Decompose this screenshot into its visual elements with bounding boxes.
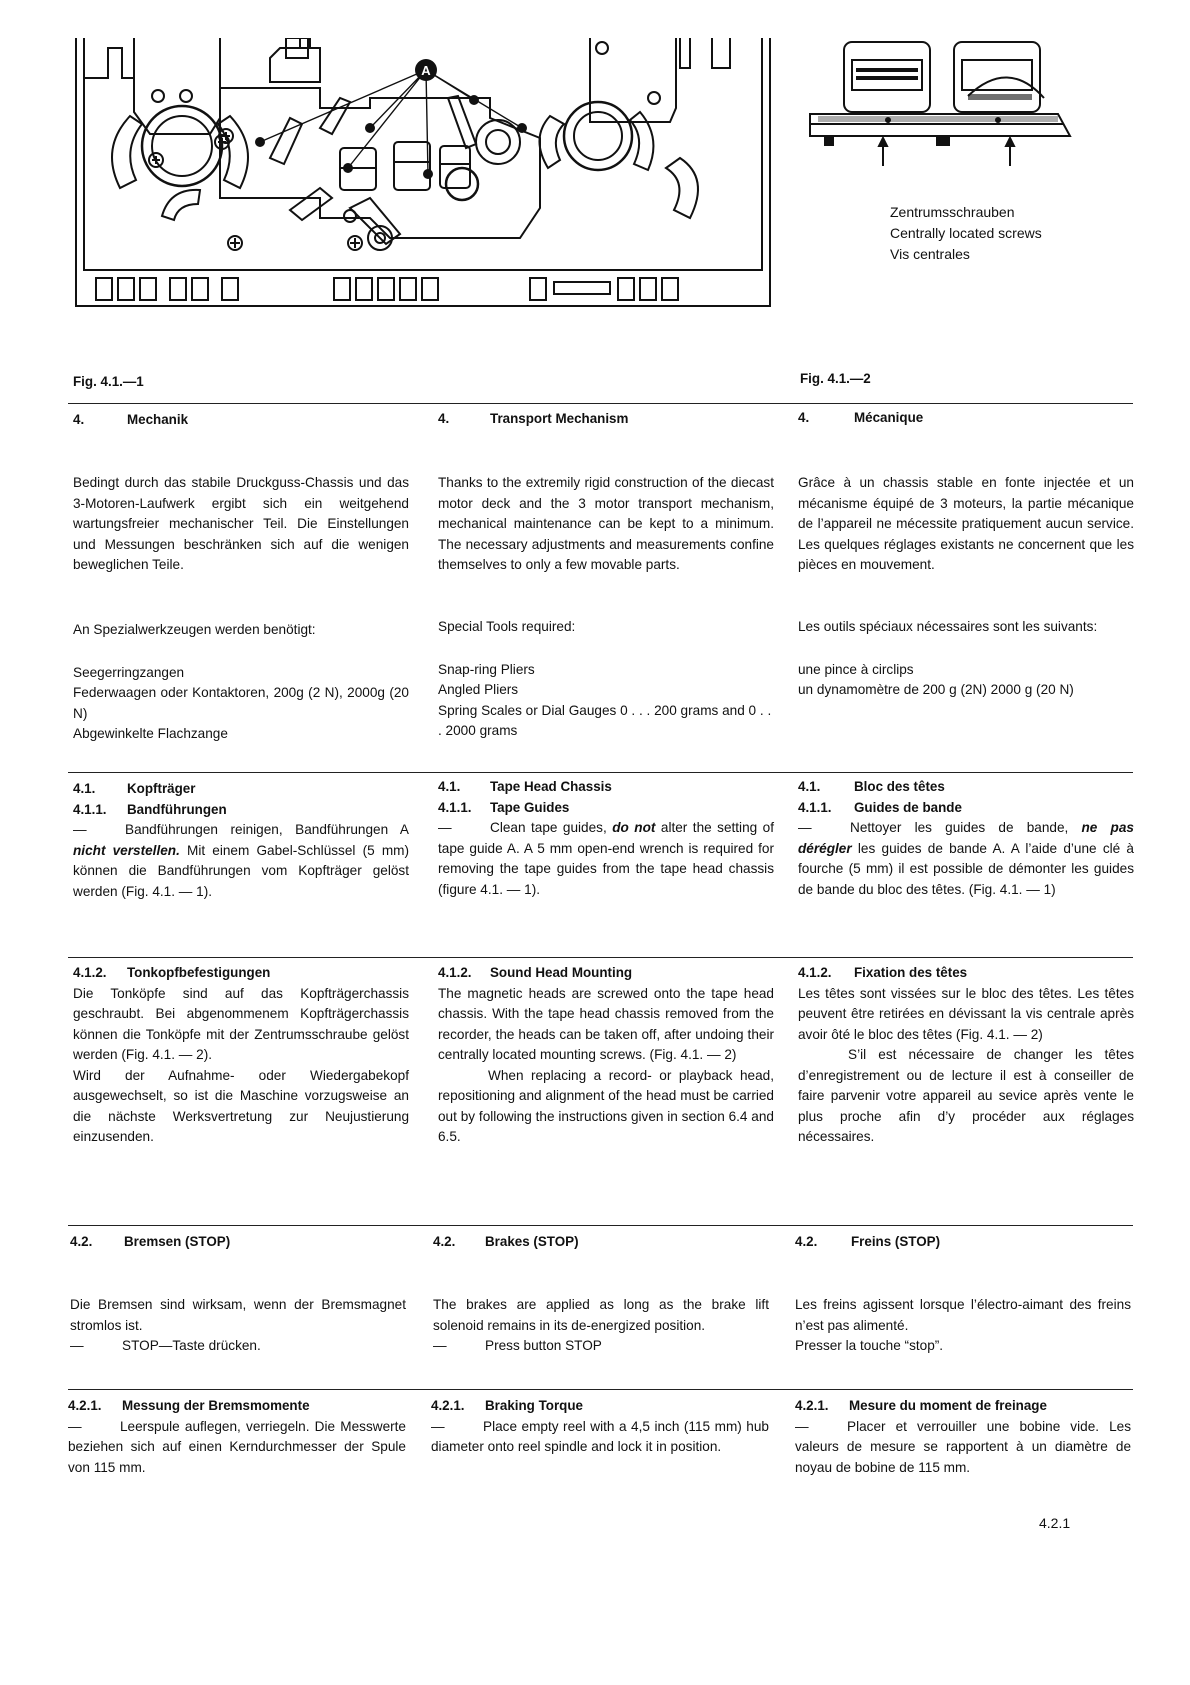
tools-heading: An Spezialwerkzeugen werden benötigt:: [73, 622, 316, 637]
instruction-line: — STOP—Taste drücken.: [70, 1338, 261, 1353]
section-title: Tonkopfbefestigungen: [127, 965, 271, 980]
section-number: 4.1.2.: [438, 965, 472, 980]
figure-4-1-2-caption: [890, 202, 1042, 265]
section-4-heading-en: [438, 409, 628, 430]
section-number: 4.2.1.: [431, 1398, 465, 1413]
tools-heading: Special Tools required:: [438, 619, 576, 634]
section-4-heading-de: [73, 410, 188, 431]
figure-4-1-1-mechanism-drawing: [70, 38, 790, 338]
section-body: Die Bremsen sind wirksam, wenn der Bremsmagnet stromlos ist.: [70, 1297, 406, 1333]
tool-item: Angled Pliers: [438, 682, 519, 697]
section-title: Braking Torque: [485, 1398, 583, 1413]
tools-fr: [798, 617, 1134, 701]
section-4-2-heading-fr: [795, 1232, 940, 1253]
section-title: Bandführungen: [127, 801, 227, 817]
tools-en: [438, 617, 774, 742]
section-4-2-body-fr: [795, 1295, 1131, 1357]
marker-a: A: [421, 63, 431, 78]
intro-text-de: Bedingt durch das stabile Druckguss-Chassis und das 3-Motoren-Laufwerk ergibt sich ein weitgehend wartungsfreier mechanischer Teil. Die Einstellungen und Messungen beschränken sich auf die wenigen beweglichen Teile.: [73, 475, 409, 572]
section-body: When replacing a record- or playback head, repositioning and alignment of the head must be carried out by following the instructions given in section 6.4 and 6.5.: [438, 1067, 774, 1144]
section-title: Fixation des têtes: [854, 965, 968, 980]
section-number: 4.: [798, 410, 810, 425]
section-body: — Bandführungen reinigen, Bandführungen A nicht verstellen. Mit einem Gabel-Schlüssel (5 mm) können die Bandführungen vom Kopfträger gelöst werden (Fig. 4.1. — 1).: [73, 822, 409, 899]
section-4-2-body-en: [433, 1295, 769, 1357]
section-body: The magnetic heads are screwed onto the tape head chassis. With the tape head chassis removed from the recorder, the heads can be taken off, after undoing their centrally located mounting screws. (Fig. 4.1. — 2): [438, 985, 774, 1062]
section-title: Kopfträger: [127, 781, 196, 796]
section-4-2-heading-de: [70, 1232, 230, 1253]
tools-de: [73, 620, 409, 745]
section-4-1-2-fr: [798, 963, 1134, 1148]
section-title: Tape Head Chassis: [490, 779, 612, 794]
intro-text-en: Thanks to the extremily rigid construction of the diecast motor deck and the 3 motor transport mechanism, mechanical maintenance can be kept to a minimum. The necessary adjustments and measurements confine themselves to only a few movable parts.: [438, 475, 774, 572]
section-body: The brakes are applied as long as the brake lift solenoid remains in its de-energized position.: [433, 1297, 769, 1333]
section-title: Mesure du moment de freinage: [849, 1398, 1047, 1413]
section-body: Wird der Aufnahme- oder Wiedergabekopf ausgewechselt, so ist die Maschine vorzugsweise an die nächste Werksvertretung zur Neujustierung einzusenden.: [73, 1067, 409, 1144]
section-4-2-1-en: [431, 1396, 769, 1458]
section-4-1-1-fr: [798, 777, 1134, 900]
section-title: Freins (STOP): [851, 1234, 941, 1249]
section-number: 4.1.2.: [798, 965, 832, 980]
section-number: 4.1.2.: [73, 965, 107, 980]
caption-line-de: Zentrumsschrauben: [890, 204, 1015, 220]
caption-line-fr: Vis centrales: [890, 246, 970, 262]
section-title: Sound Head Mounting: [490, 965, 633, 980]
instruction-line: Presser la touche “stop”.: [795, 1338, 944, 1353]
section-title: Tape Guides: [490, 799, 570, 815]
section-body: — Placer et verrouiller une bobine vide. Les valeurs de mesure se rapportent à un diamètre de noyau de bobine de 115 mm.: [795, 1418, 1131, 1475]
intro-text-fr: Grâce à un chassis stable en fonte injectée et un mécanisme équipé de 3 moteurs, la partie mécanique de l’appareil ne mécessite pratiquement aucun service. Les quelques réglages existants ne concernent que les pièces en mouvement.: [798, 475, 1134, 572]
tool-item: Abgewinkelte Flachzange: [73, 726, 228, 741]
section-body: — Place empty reel with a 4,5 inch (115 mm) hub diameter onto reel spindle and lock it in position.: [431, 1418, 769, 1454]
section-number: 4.2.1.: [795, 1398, 829, 1413]
section-title: Mécanique: [854, 410, 924, 425]
section-number: 4.1.1.: [438, 799, 472, 815]
section-4-2-heading-en: [433, 1232, 579, 1253]
section-body: — Clean tape guides, do not alter the setting of tape guide A. A 5 mm open-end wrench is required for removing the tape guides from the tape head chassis (figure 4.1. — 1).: [438, 820, 775, 897]
section-number: 4.1.1.: [73, 801, 107, 817]
figure-4-1-2-head-mounting-drawing: [808, 38, 1088, 178]
section-number: 4.1.: [438, 779, 461, 794]
section-4-heading-fr: [798, 408, 923, 429]
section-number: 4.: [73, 412, 85, 427]
section-title: Brakes (STOP): [485, 1234, 579, 1249]
instruction-line: — Press button STOP: [433, 1338, 602, 1353]
figure-4-1-1-label: Fig. 4.1.—1: [73, 374, 144, 389]
section-number: 4.2.: [433, 1234, 456, 1249]
section-4-1-1-de: [73, 779, 409, 902]
section-number: 4.1.: [73, 781, 96, 796]
section-number: 4.2.: [795, 1234, 818, 1249]
figure-4-1-2-label: Fig. 4.1.—2: [800, 371, 871, 386]
tools-heading: Les outils spéciaux nécessaires sont les suivants:: [798, 619, 1098, 634]
section-title: Bloc des têtes: [854, 779, 945, 794]
section-number: 4.2.1.: [68, 1398, 102, 1413]
tool-item: une pince à circlips: [798, 661, 914, 677]
section-title: Transport Mechanism: [490, 411, 629, 426]
section-body: Les têtes sont vissées sur le bloc des têtes. Les têtes peuvent être retirées en dévissant la vis centrale après avoir ôté le bloc des têtes (Fig. 4.1. — 2): [798, 985, 1134, 1042]
section-4-1-1-en: [438, 777, 774, 900]
section-number: 4.2.: [70, 1234, 93, 1249]
section-title: Guides de bande: [854, 799, 962, 815]
tool-item: un dynamomètre de 200 g (2N) 2000 g (20 N): [798, 682, 1074, 697]
section-4-2-1-de: [68, 1396, 406, 1478]
section-number: 4.1.: [798, 779, 821, 794]
tool-item: Seegerringzangen: [73, 664, 185, 680]
section-body: Les freins agissent lorsque l’électro-aimant des freins n’est pas alimenté.: [795, 1297, 1131, 1333]
section-number: 4.1.1.: [798, 799, 832, 815]
page-number: 4.2.1: [1039, 1515, 1071, 1531]
section-body: Die Tonköpfe sind auf das Kopfträgerchassis geschraubt. Bei abgenommenem Kopfträgerchassis können die Tonköpfe mit der Zentrumsschraube gelöst werden (Fig. 4.1. — 2).: [73, 985, 409, 1062]
section-body: — Nettoyer les guides de bande, ne pas dérégler les guides de bande A. A l’aide d’une clé à fourche (5 mm) il est possible de démonter les guides de bande du bloc des têtes. (Fig. 4.1. — 1): [798, 820, 1134, 897]
tool-item: Spring Scales or Dial Gauges 0 . . . 200 grams and 0 . . . 2000 grams: [438, 702, 772, 738]
section-4-2-body-de: [70, 1295, 406, 1357]
tool-item: Federwaagen oder Kontaktoren, 200g (2 N), 2000g (20 N): [73, 685, 409, 721]
tool-item: Snap-ring Pliers: [438, 661, 535, 677]
section-4-1-2-en: [438, 963, 774, 1148]
section-title: Messung der Bremsmomente: [122, 1398, 310, 1413]
section-body: S’il est nécessaire de changer les têtes d’enregistrement ou de lecture il est à conseiller de faire parvenir votre appareil au sevice après vente le plus proche afin d’y procéder aux réglages nécessaires.: [798, 1047, 1134, 1144]
section-number: 4.: [438, 411, 450, 426]
section-4-2-1-fr: [795, 1396, 1131, 1478]
section-4-1-2-de: [73, 963, 409, 1148]
caption-line-en: Centrally located screws: [890, 225, 1042, 241]
section-title: Bremsen (STOP): [124, 1234, 231, 1249]
section-title: Mechanik: [127, 412, 189, 427]
section-body: — Leerspule auflegen, verriegeln. Die Messwerte beziehen sich auf einen Kerndurchmesser der Spule von 115 mm.: [68, 1418, 406, 1475]
